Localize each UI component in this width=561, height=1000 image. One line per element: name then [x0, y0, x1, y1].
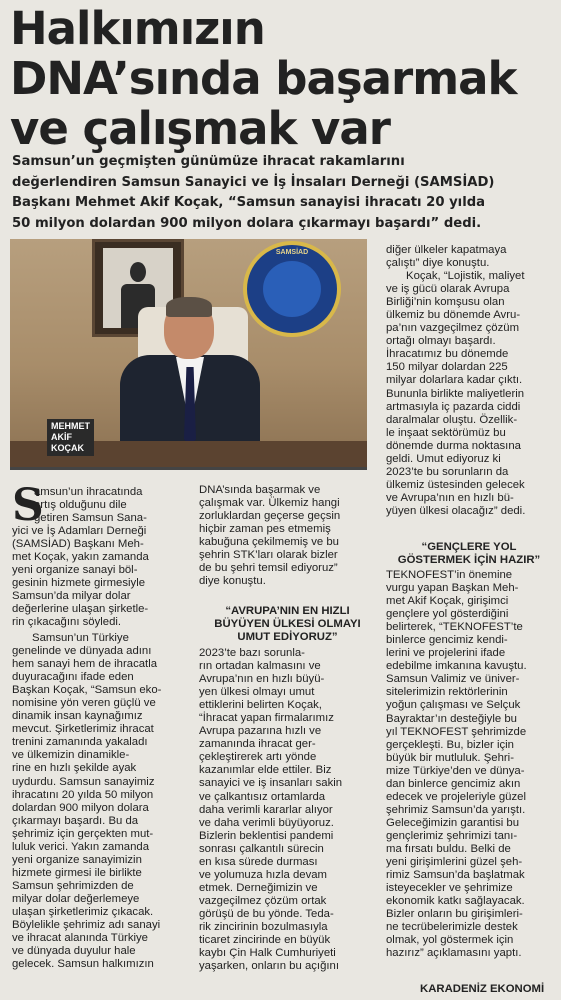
text-line: rin çıkacağını söyledi. [12, 616, 122, 629]
text-line: ve çalkantısız ortamlarda [199, 790, 326, 803]
drop-cap: S [12, 480, 44, 531]
text-line: ve yolumuza hızla devam [199, 868, 327, 881]
person-hair [166, 297, 212, 317]
text-line: pa’nın vazgeçilmez çözüm [386, 322, 520, 335]
text-line: “AVRUPA’NIN EN HIZLI [225, 605, 350, 617]
text-line: le inşaat sektörümüz bu [386, 426, 506, 439]
text-line: gesinin hizmete girmesiyle [12, 577, 146, 590]
column-1-body [12, 632, 190, 971]
caption-line: MEHMET [51, 421, 90, 431]
text-line: Samsun şehrimizden de [12, 879, 134, 892]
headline-line: ve çalışmak var [10, 102, 390, 155]
article-deck [12, 152, 552, 234]
text-line: ulaşan şirketlerimiz çıkacak. [12, 905, 154, 918]
text-line: gençlere yol gösterdiğini [386, 608, 509, 621]
text-line: Bizlerin beklentisi pandemi [199, 829, 334, 842]
text-line: kaybı Çin Halk Cumhuriyeti [199, 947, 336, 960]
text-line: nomisine yön veren güçlü ve [12, 697, 156, 710]
text-line: kazanımlar elde ettiler. Biz [199, 764, 332, 777]
text-line: sonrası çalkantılı sürecin [199, 842, 324, 855]
text-line: edecek ve projeleriyle güzel [386, 790, 526, 803]
text-line: hizmete girmesi ile birlikte [12, 866, 142, 879]
text-line: (SAMSİAD) Başkanı Meh- [12, 538, 144, 551]
text-line: görüşü de bu yönde. Teda- [199, 907, 334, 920]
text-line: duyuracağını ifade eden [12, 671, 134, 684]
text-line: dinamik insan kaynağımız [12, 710, 143, 723]
portrait-head [130, 262, 146, 282]
text-line: ihracatını 20 yılda 50 milyon [12, 788, 154, 801]
text-line: ne tecrübelerimizle destek [386, 921, 518, 934]
text-line: 150 milyar dolardan 225 [386, 361, 508, 374]
column-3-body [386, 569, 556, 960]
text-line: gençlerimiz şehrimizi tanı- [386, 829, 518, 842]
text-line: yüyen ülkesi olacağız” dedi. [386, 504, 526, 517]
text-line: ma fırsatı buldu. Belki de [386, 842, 511, 855]
text-line: UMUT EDİYORUZ” [237, 631, 338, 644]
text-line: Bizler onların bu girişimleri- [386, 908, 523, 921]
text-line: DNA’sında başarmak ve [199, 484, 321, 496]
text-line: çıkarmayı başardı. Bu da [12, 814, 139, 827]
text-line: uydurdu. Samsun sanayimiz [12, 775, 155, 788]
text-line: ve ihracat alanında Türkiye [12, 932, 148, 945]
text-line: Bayraktar’ın desteğiyle bu [386, 712, 517, 725]
text-line: çalıştı” diye konuştu. [386, 257, 490, 270]
text-line: Başkan Koçak, “Samsun eko- [12, 684, 162, 697]
text-line: Samsun’un Türkiye [32, 632, 129, 644]
text-line: milyar dolarlara kadar çıktı. [386, 374, 523, 387]
caption-line: AKİF [51, 432, 72, 442]
text-line: “GENÇLERE YOL [421, 541, 517, 553]
subhead-genclere [382, 541, 556, 567]
text-line: belirterek, “TEKNOFEST’te [386, 621, 523, 634]
text-line: ticaret zincirinde en büyük [199, 934, 331, 947]
subhead-avrupa [195, 605, 380, 644]
source-credit: KARADENİZ EKONOMİ [420, 983, 545, 995]
text-line: yeni organize sanayi böl- [12, 564, 138, 577]
text-line: milyar dolar değerlemeye [12, 892, 140, 905]
text-line: yaşarken, onların bu açığını [199, 960, 339, 973]
text-line: ülkemiz üstesinden gelecek [386, 478, 525, 491]
text-line: isteyecekler ve şehrimize [386, 882, 513, 895]
text-line: sitelerimizin rektörlerinin [386, 686, 508, 699]
text-line: dolardan 900 milyon dolara [12, 801, 149, 814]
text-line: şehrimiz için gerçekten mut- [12, 827, 154, 840]
text-line: İhracatımız bu dönemde [386, 348, 509, 361]
text-line: binlerce gencimiz kendi- [386, 634, 508, 647]
samsiad-logo [243, 241, 341, 337]
text-line: vazgeçilmez çözüm ortak [199, 894, 327, 907]
text-line: 2023’te bazı sorunla- [199, 647, 305, 659]
text-line: şehrimiz Samsun’da yarıştı. [386, 803, 526, 816]
text-line: BÜYÜYEN ÜLKESİ OLMAYI [214, 618, 361, 631]
headline-line: DNA’sında başarmak [10, 52, 517, 105]
text-line: artış olduğunu dile [34, 499, 127, 512]
text-line: ve ülkemizin dinamikle- [12, 749, 130, 762]
text-line: met Koçak, yakın zamanda [12, 551, 149, 564]
text-line: vurgu yapan Başkan Meh- [386, 582, 519, 595]
deck-line: değerlendiren Samsun Sanayici ve İş İnsaları Derneği (SAMSİAD) [12, 174, 495, 190]
text-line: GÖSTERMEK İÇİN HAZIR” [397, 554, 541, 567]
text-line: ve dünyada duyulur hale [12, 945, 136, 958]
column-2-body [199, 647, 379, 973]
text-line: yeni girişimlerini güzel şeh- [386, 856, 523, 869]
text-line: çalışmak var. Ülkemiz hangi [199, 497, 340, 510]
text-line: genelinde ve dünyada adını [12, 645, 152, 658]
text-line: olmak, yol göstermek için [386, 934, 514, 947]
text-line: rine en hızlı şekilde ayak [12, 762, 137, 775]
text-line: artmasıyla iç pazarda ciddi [386, 400, 521, 413]
text-line: daralmalar oluştu. Özellik- [386, 413, 518, 426]
text-line: yoğun çalışması ve Selçuk [386, 699, 521, 712]
text-line: Samsun’da milyar dolar [12, 590, 131, 603]
text-line: ve Avrupa’nın en hızlı bü- [386, 491, 514, 504]
text-line: lerini ve projelerini ifade [386, 647, 506, 660]
text-line: rimiz Samsun’da başlatmak [386, 869, 525, 882]
text-line: TEKNOFEST’in önemine [386, 569, 513, 581]
text-line: etmek. Derneğimizin ve [199, 881, 318, 894]
text-line: zorluklardan geçerse geçsin [199, 510, 341, 523]
text-line: luluk verici. Yakın zamanda [12, 840, 150, 853]
text-line: Samsun Valimiz ve üniver- [386, 673, 520, 686]
text-line: edebilme imkanına kavuştu. [386, 660, 527, 673]
text-line: daha verimli kararlar alıyor [199, 803, 333, 816]
text-line: amsun’un ihracatında [34, 486, 143, 498]
text-line: büyük bir mutluluk. Şehri- [386, 751, 514, 764]
article-photo [10, 239, 367, 467]
text-line: met Akif Koçak, girişimci [386, 595, 509, 608]
text-line: çekleştirerek artı yönde [199, 751, 317, 764]
text-line: yeni organize sanayimizin [12, 853, 142, 866]
text-line: 2023’te bu sorunların da [386, 465, 509, 478]
column-1-intro [12, 480, 188, 630]
text-line: Böylelikle şehrimiz adı sanayi [12, 919, 161, 932]
text-line: “İhracat yapan firmalarımız [199, 712, 334, 725]
text-line: de bu şehri temsil ediyoruz” [199, 562, 338, 575]
text-line: hem sanayi hem de ihracatla [12, 658, 158, 671]
text-line: zamanında ihracat ger- [199, 738, 316, 751]
text-line: yıl TEKNOFEST şehrimizde [386, 725, 527, 738]
headline-line: Halkımızın [10, 2, 265, 55]
text-line: ve daha verimli büyüyoruz. [199, 816, 334, 829]
photo-caption [47, 419, 94, 456]
deck-line: Başkanı Mehmet Akif Koçak, “Samsun sanayisi ihracatı 20 yılda [12, 195, 486, 210]
text-line: yici ve İş Adamları Derneği [12, 525, 147, 538]
text-line: Avrupa’nın en hızlı büyü- [199, 673, 325, 686]
text-line: ettiklerini belirten Koçak, [199, 699, 322, 712]
logo-text: SAMSİAD [275, 249, 309, 256]
text-line: ülkemiz bu dönemde Avru- [386, 309, 521, 322]
text-line: yen ülkesi olmayı umut [199, 686, 315, 699]
photo-rule [10, 467, 367, 470]
text-line: diye konuştu. [199, 575, 266, 588]
text-line: gerçekleşti. Bu, bizler için [386, 738, 514, 751]
text-line: Geleceğimizin garantisi bu [386, 816, 520, 829]
column-2-top [199, 484, 379, 588]
column-3-top [386, 244, 556, 518]
deck-line: Samsun’un geçmişten günümüze ihracat rakamlarını [12, 154, 405, 169]
text-line: geldi. Umut ediyoruz ki [386, 452, 501, 465]
text-line: hiçbir zaman pes etmemiş [199, 523, 331, 536]
logo-globe [263, 261, 321, 317]
text-line: Bununla birlikte maliyetlerin [386, 387, 525, 400]
text-line: sanayici ve iş insanları sakin [199, 777, 343, 790]
text-line: rik zincirinin bozulmasıyla [199, 920, 328, 933]
deck-line: 50 milyon dolardan 900 milyon dolara çıkarmayı başardı” dedi. [12, 215, 482, 231]
text-line: gelecek. Samsun halkımızın [12, 958, 154, 971]
text-line: en kısa sürede durması [199, 855, 318, 868]
text-line: Koçak, “Lojistik, maliyet [406, 270, 525, 283]
text-line: hazırız” açıklamasını yaptı. [386, 947, 522, 960]
text-line: ekonomik katkı sağlayacak. [386, 895, 525, 908]
text-line: ortağı olmayı başardı. [386, 335, 496, 348]
text-line: Birliği’nin komşusu olan [386, 296, 505, 309]
text-line: getiren Samsun Sana- [34, 512, 147, 525]
text-line: dönemde durma noktasına [386, 439, 521, 452]
text-line: mevcut. Şirketlerimiz ihracat [12, 723, 154, 736]
text-line: diğer ülkeler kapatmaya [386, 244, 507, 256]
headline [10, 4, 555, 154]
text-line: Avrupa pazarına hızlı ve [199, 725, 322, 738]
text-line: kabuğuna çekilmemiş ve bu [199, 536, 339, 549]
text-line: değerlerine ulaşan şirketle- [12, 603, 149, 616]
caption-line: KOÇAK [51, 443, 84, 453]
text-line: trenini zamanında yakaladı [12, 736, 148, 749]
text-line: ve iş gücü olarak Avrupa [386, 283, 510, 296]
text-line: mize Türkiye’den ve dünya- [386, 764, 525, 777]
text-line: şehrin STK’ları olarak bizler [199, 549, 338, 562]
text-line: dan binlerce gencimiz akın [386, 777, 521, 790]
text-line: rın ortadan kalmasını ve [199, 660, 321, 673]
